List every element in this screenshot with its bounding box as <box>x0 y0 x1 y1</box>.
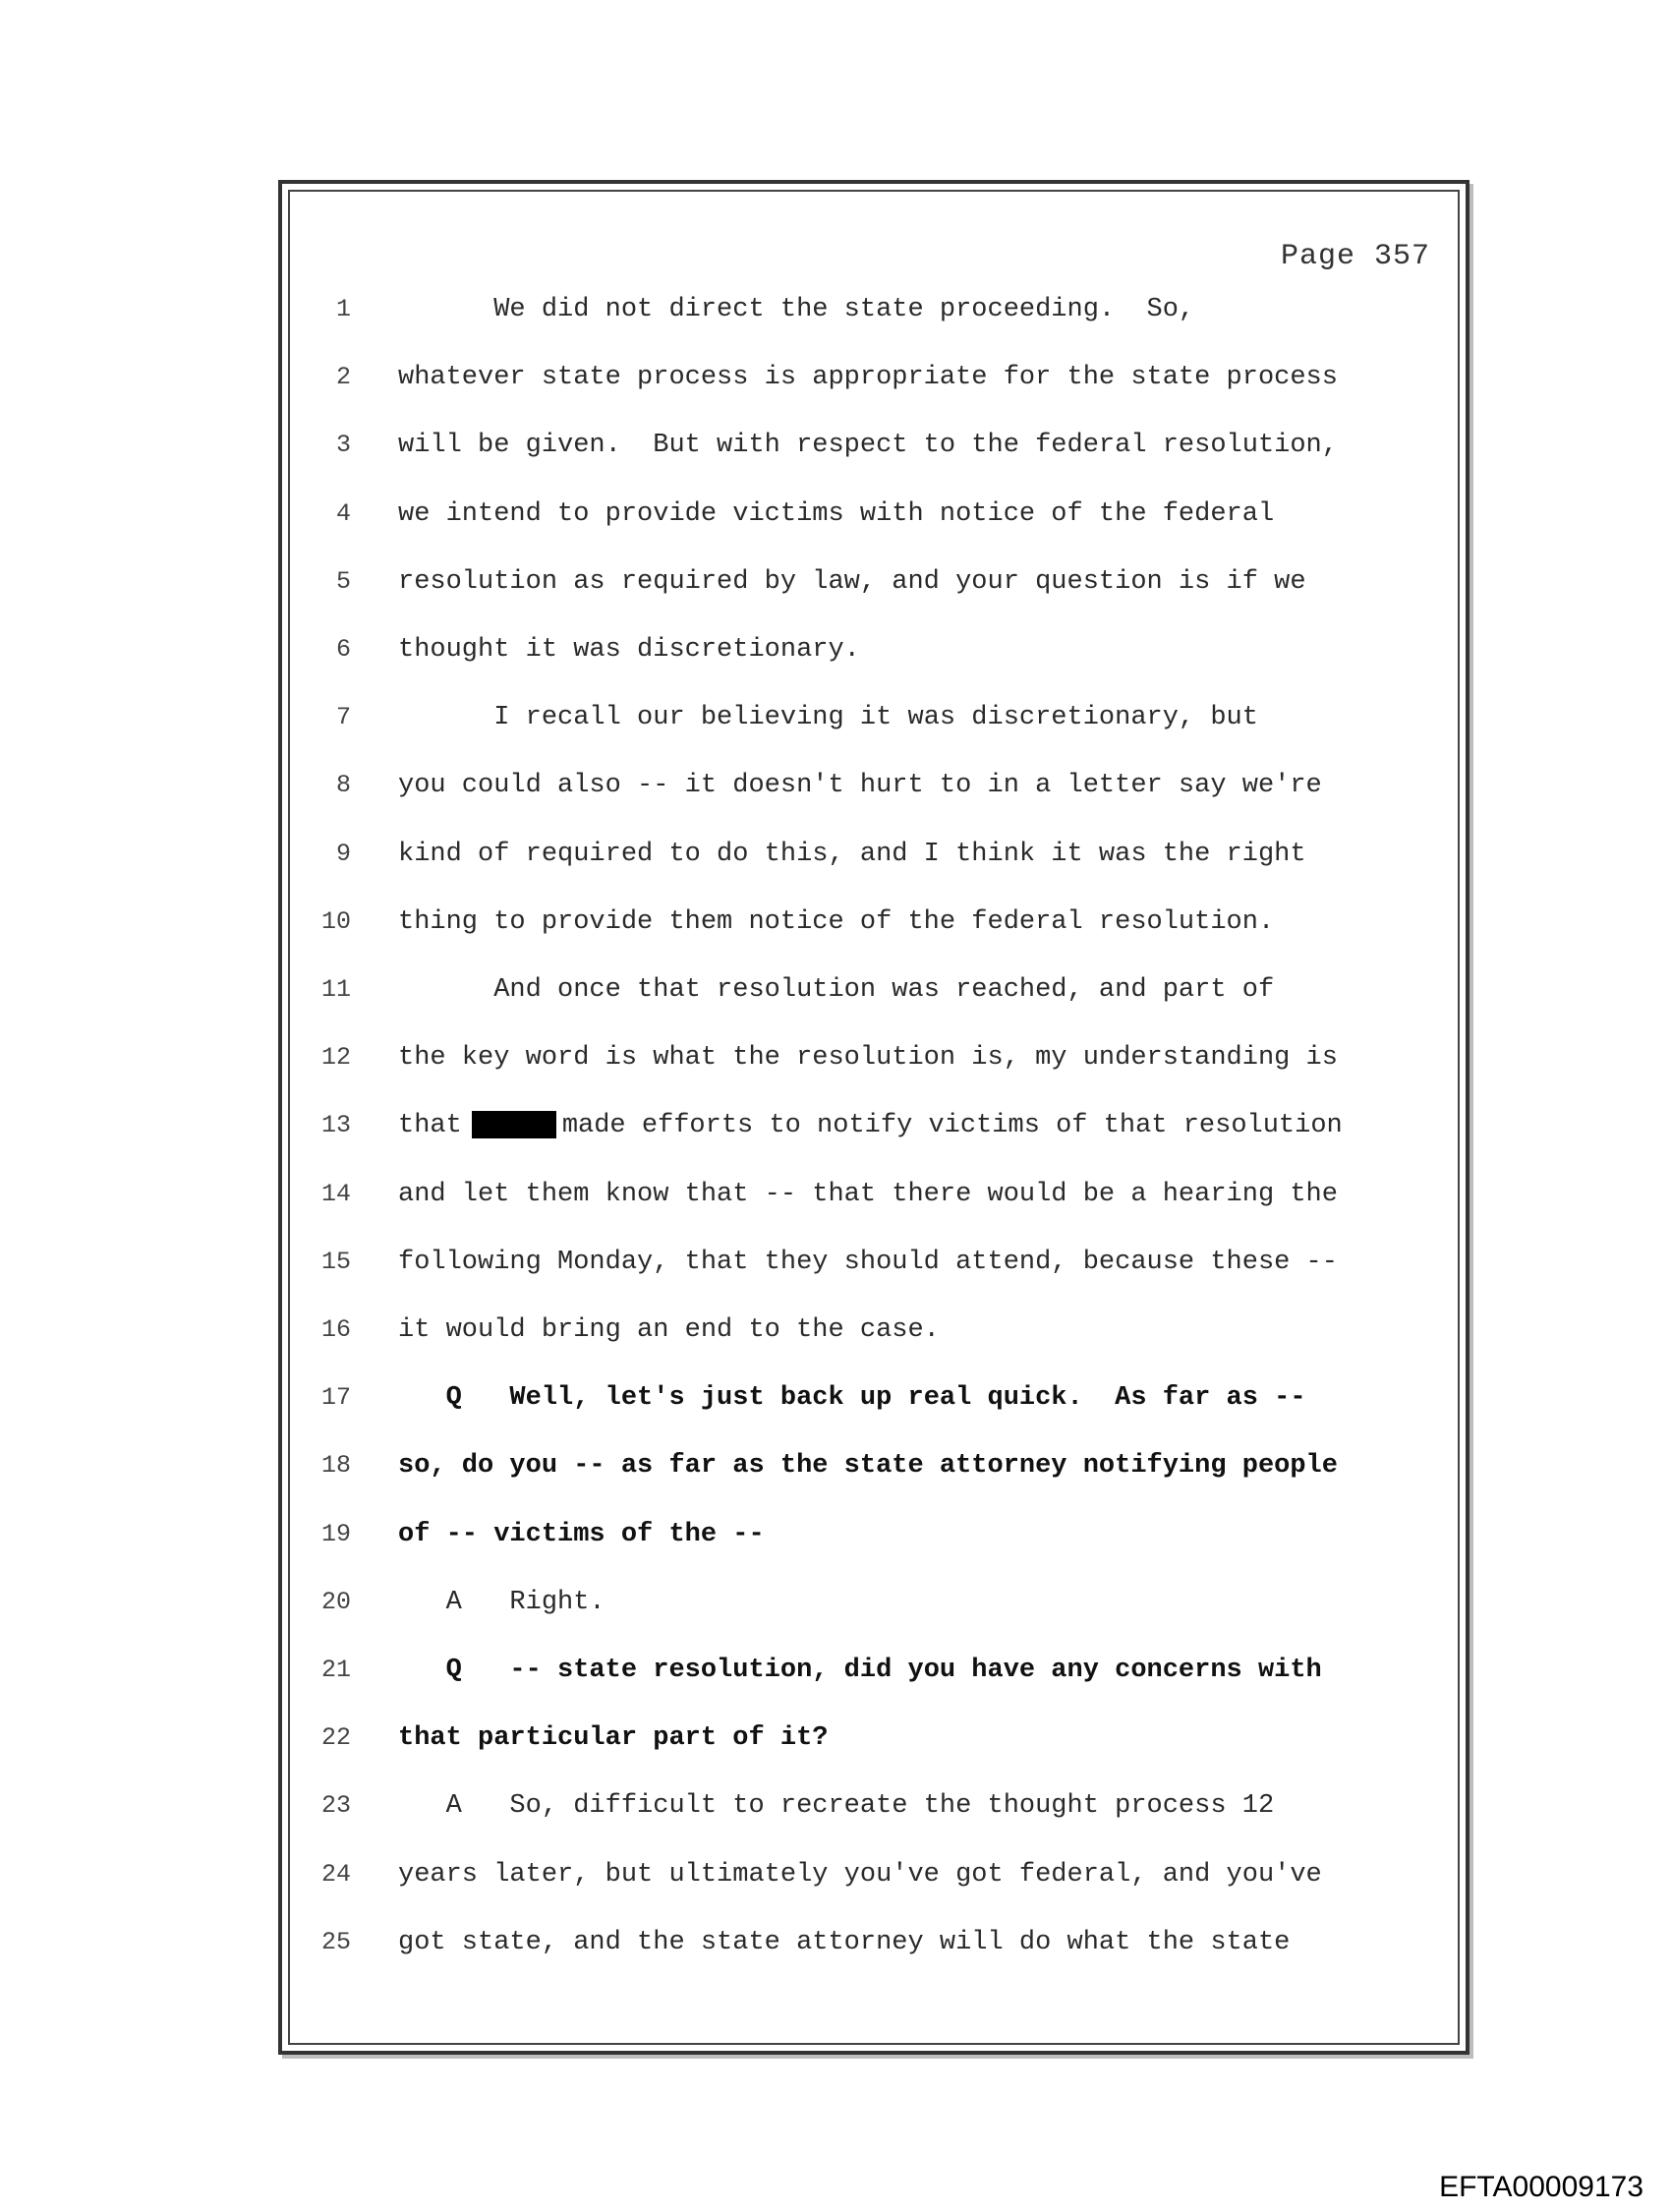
line-text <box>398 1383 1306 1413</box>
transcript-line <box>290 363 1458 402</box>
transcript-line <box>290 1111 1458 1150</box>
line-content-after-redaction: made efforts to notify victims of that resolution <box>561 1111 1343 1141</box>
transcript-line <box>290 1180 1458 1219</box>
transcript-line <box>290 567 1458 607</box>
line-text <box>398 1451 1338 1481</box>
transcript-line <box>290 1315 1458 1355</box>
line-number: 16 <box>320 1315 351 1344</box>
line-number: 19 <box>320 1519 351 1548</box>
line-indent <box>398 1588 446 1617</box>
line-number: 7 <box>335 703 351 732</box>
line-text <box>398 1111 1343 1140</box>
line-number: 12 <box>320 1043 351 1073</box>
line-number: 9 <box>335 839 351 868</box>
line-number: 5 <box>335 566 351 596</box>
line-number: 2 <box>335 363 351 392</box>
line-number: 20 <box>320 1587 351 1616</box>
line-content: it would bring an end to the case. <box>398 1315 940 1345</box>
line-number: 23 <box>320 1791 351 1821</box>
line-content: so, do you -- as far as the state attorney notifying people <box>398 1451 1338 1482</box>
line-number: 21 <box>320 1656 351 1684</box>
line-content: thought it was discretionary. <box>398 635 860 665</box>
line-content: that particular part of it? <box>398 1723 829 1754</box>
line-number: 24 <box>320 1859 351 1889</box>
line-content: thing to provide them notice of the federal resolution. <box>398 906 1275 937</box>
line-content: following Monday, that they should attend, because these -- <box>398 1247 1338 1277</box>
transcript-line <box>290 703 1458 742</box>
line-indent <box>398 703 493 732</box>
line-number: 10 <box>320 906 351 936</box>
line-text <box>398 1520 765 1549</box>
line-indent <box>398 295 493 324</box>
line-indent <box>398 1791 446 1821</box>
line-text <box>398 499 1274 529</box>
line-text <box>398 1656 1322 1685</box>
line-content: We did not direct the state proceeding. So, <box>493 295 1195 324</box>
line-content: A So, difficult to recreate the thought process 12 <box>445 1791 1275 1822</box>
line-content: whatever state process is appropriate for the state process <box>398 363 1338 393</box>
line-number: 22 <box>320 1723 351 1753</box>
transcript-line <box>290 1043 1458 1082</box>
line-content: Q -- state resolution, did you have any concerns with <box>445 1656 1322 1685</box>
redaction-block <box>472 1111 556 1138</box>
line-number: 25 <box>320 1927 351 1956</box>
line-content: that <box>398 1111 462 1141</box>
line-text <box>398 1043 1338 1073</box>
line-number: 15 <box>320 1247 351 1276</box>
line-number: 17 <box>320 1383 351 1413</box>
line-text <box>398 1723 828 1753</box>
transcript-line <box>290 771 1458 810</box>
line-indent <box>398 1383 446 1413</box>
transcript-line <box>290 635 1458 674</box>
line-content: I recall our believing it was discretionary, but <box>493 703 1258 733</box>
transcript-line <box>290 1656 1458 1695</box>
line-text <box>398 295 1194 324</box>
line-number: 4 <box>335 498 351 528</box>
transcript-line <box>290 975 1458 1015</box>
transcript-line <box>290 295 1458 334</box>
line-content: kind of required to do this, and I think it was the right <box>398 839 1306 869</box>
line-number: 3 <box>335 431 351 460</box>
line-text <box>398 1791 1274 1821</box>
line-text <box>398 1248 1338 1277</box>
line-number: 6 <box>335 635 351 664</box>
document-id: EFTA00009173 <box>1439 2171 1643 2203</box>
line-content: And once that resolution was reached, and part of <box>493 975 1275 1005</box>
line-content: you could also -- it doesn't hurt to in a letter say we're <box>398 771 1322 801</box>
transcript-line <box>290 431 1458 470</box>
line-text <box>398 1928 1290 1957</box>
line-text <box>398 1588 605 1617</box>
line-number: 1 <box>335 295 351 323</box>
line-text <box>398 1315 940 1345</box>
line-text <box>398 635 860 665</box>
transcript-line <box>290 1248 1458 1287</box>
line-text <box>398 975 1274 1005</box>
line-content: and let them know that -- that there would be a hearing the <box>398 1179 1338 1209</box>
line-number: 14 <box>320 1179 351 1208</box>
line-content: got state, and the state attorney will do what the state <box>398 1927 1291 1957</box>
line-text <box>398 567 1306 597</box>
line-number: 8 <box>335 771 351 800</box>
line-number: 13 <box>320 1111 351 1140</box>
transcript-line <box>290 1723 1458 1763</box>
transcript-line <box>290 1588 1458 1627</box>
transcript-line <box>290 1520 1458 1559</box>
line-content: A Right. <box>445 1587 605 1617</box>
line-indent <box>398 975 493 1005</box>
line-content: we intend to provide victims with notice of the federal <box>398 498 1275 529</box>
line-text <box>398 363 1338 392</box>
line-text <box>398 771 1322 800</box>
line-number: 18 <box>320 1451 351 1481</box>
line-text <box>398 840 1306 869</box>
transcript-page-frame <box>278 180 1469 2055</box>
transcript-line <box>290 840 1458 879</box>
line-text <box>398 1180 1338 1209</box>
transcript-line <box>290 1860 1458 1899</box>
line-number: 11 <box>320 975 351 1004</box>
line-content: years later, but ultimately you've got federal, and you've <box>398 1859 1322 1890</box>
page-number: Page 357 <box>1280 240 1430 273</box>
transcript-page-inner-border <box>288 190 1460 2045</box>
transcript-line <box>290 499 1458 539</box>
transcript-line <box>290 907 1458 947</box>
line-text <box>398 431 1338 460</box>
transcript-line <box>290 1451 1458 1490</box>
line-content: of -- victims of the -- <box>398 1519 765 1549</box>
line-content: Q Well, let's just back up real quick. As far as -- <box>445 1383 1306 1414</box>
line-content: will be given. But with respect to the federal resolution, <box>398 431 1338 461</box>
line-indent <box>398 1656 446 1685</box>
transcript-line <box>290 1383 1458 1423</box>
transcript-line <box>290 1791 1458 1831</box>
line-content: the key word is what the resolution is, my understanding is <box>398 1043 1338 1074</box>
line-text <box>398 703 1258 732</box>
line-content: resolution as required by law, and your question is if we <box>398 566 1306 597</box>
line-text <box>398 1860 1322 1890</box>
line-text <box>398 907 1274 937</box>
transcript-line <box>290 1928 1458 1967</box>
